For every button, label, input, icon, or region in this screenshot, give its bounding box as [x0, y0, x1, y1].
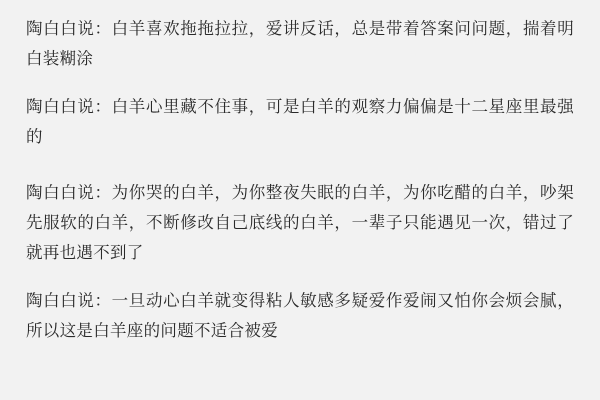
paragraph-3: 陶白白说：为你哭的白羊，为你整夜失眠的白羊，为你吃醋的白羊，吵架先服软的白羊，不断修改自己底线的白羊，一辈子只能遇见一次，错过了就再也遇不到了: [26, 183, 574, 262]
paragraph-2: 陶白白说：白羊心里藏不住事，可是白羊的观察力偏偏是十二星座里最强的: [26, 97, 574, 146]
paragraph-4: 陶白白说：一旦动心白羊就变得粘人敏感多疑爱作爱闹又怕你会烦会腻，所以这是白羊座的问题不适合被爱: [26, 291, 574, 340]
paragraph-1: 陶白白说：白羊喜欢拖拖拉拉，爱讲反话，总是带着答案问问题，揣着明白装糊涂: [26, 19, 574, 68]
